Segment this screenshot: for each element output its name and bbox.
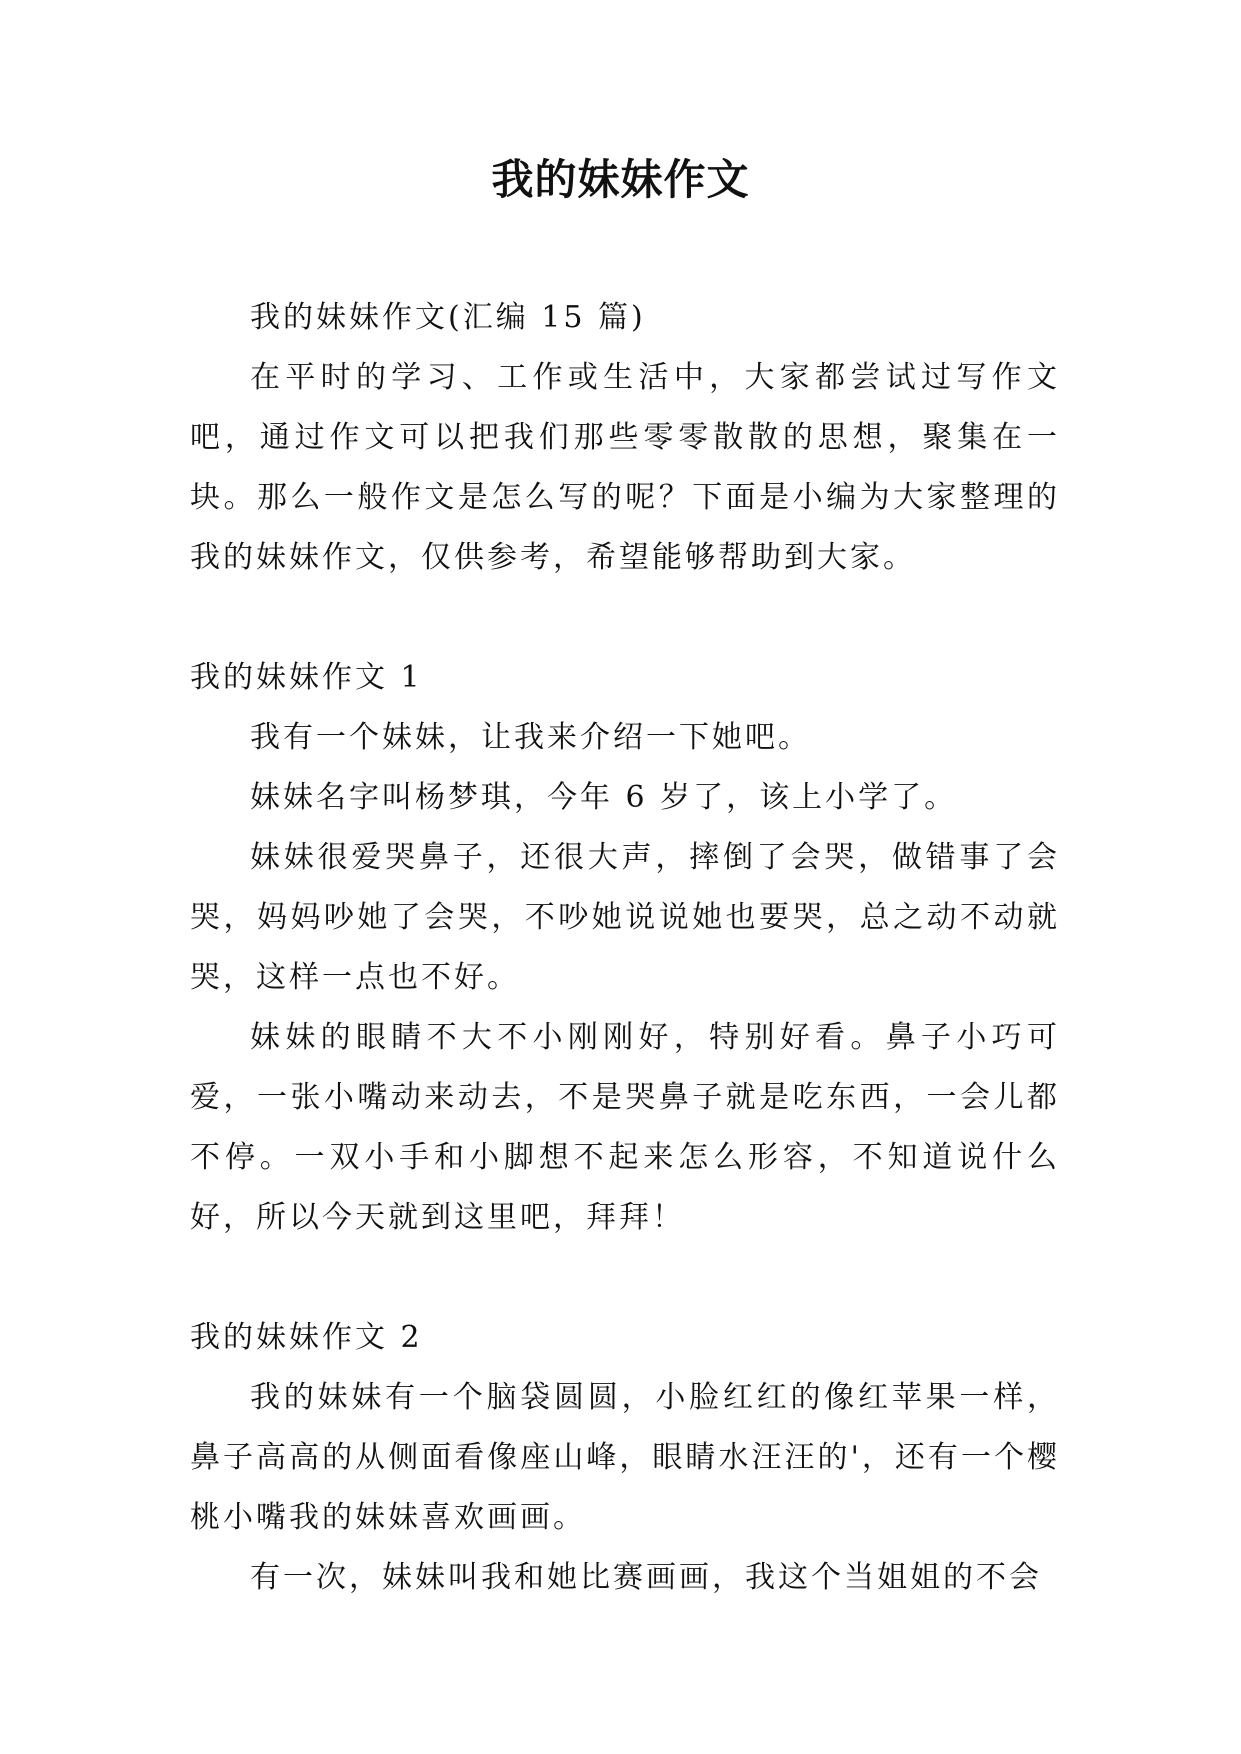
- document-body: [190, 288, 1060, 1608]
- section-1-paragraph-1: 我有一个妹妹，让我来介绍一下她吧。: [250, 720, 811, 755]
- document-title: 我的妹妹作文: [491, 155, 750, 204]
- section-1-paragraph-3: 妹妹很爱哭鼻子，还很大声，摔倒了会哭，做错事了会哭，妈妈吵她了会哭，不吵她说说她也要哭，总之动不动就哭，这样一点也不好。: [190, 840, 1060, 995]
- section-2-paragraph-1: 我的妹妹有一个脑袋圆圆，小脸红红的像红苹果一样，鼻子高高的从侧面看像座山峰，眼睛水汪汪的'，还有一个樱桃小嘴我的妹妹喜欢画画。: [190, 1380, 1060, 1535]
- intro-line: 我的妹妹作文(汇编 15 篇): [250, 300, 646, 335]
- section-spacer: [190, 1248, 1060, 1308]
- section-heading-2: 我的妹妹作文 2: [190, 1320, 423, 1355]
- section-1-paragraph-4: 妹妹的眼睛不大不小刚刚好，特别好看。鼻子小巧可爱，一张小嘴动来动去，不是哭鼻子就是吃东西，一会儿都不停。一双小手和小脚想不起来怎么形容，不知道说什么好，所以今天就到这里吧，拜拜！: [190, 1020, 1060, 1235]
- section-2-paragraph-2: 有一次，妹妹叫我和她比赛画画，我这个当姐姐的不会: [250, 1560, 1042, 1595]
- section-heading-1: 我的妹妹作文 1: [190, 660, 423, 695]
- section-1-paragraph-2: 妹妹名字叫杨梦琪，今年 6 岁了，该上小学了。: [250, 780, 958, 815]
- section-spacer: [190, 588, 1060, 648]
- intro-paragraph: 在平时的学习、工作或生活中，大家都尝试过写作文吧，通过作文可以把我们那些零零散散的思想，聚集在一块。那么一般作文是怎么写的呢？下面是小编为大家整理的我的妹妹作文，仅供参考，希望能够帮助到大家。: [190, 360, 1060, 575]
